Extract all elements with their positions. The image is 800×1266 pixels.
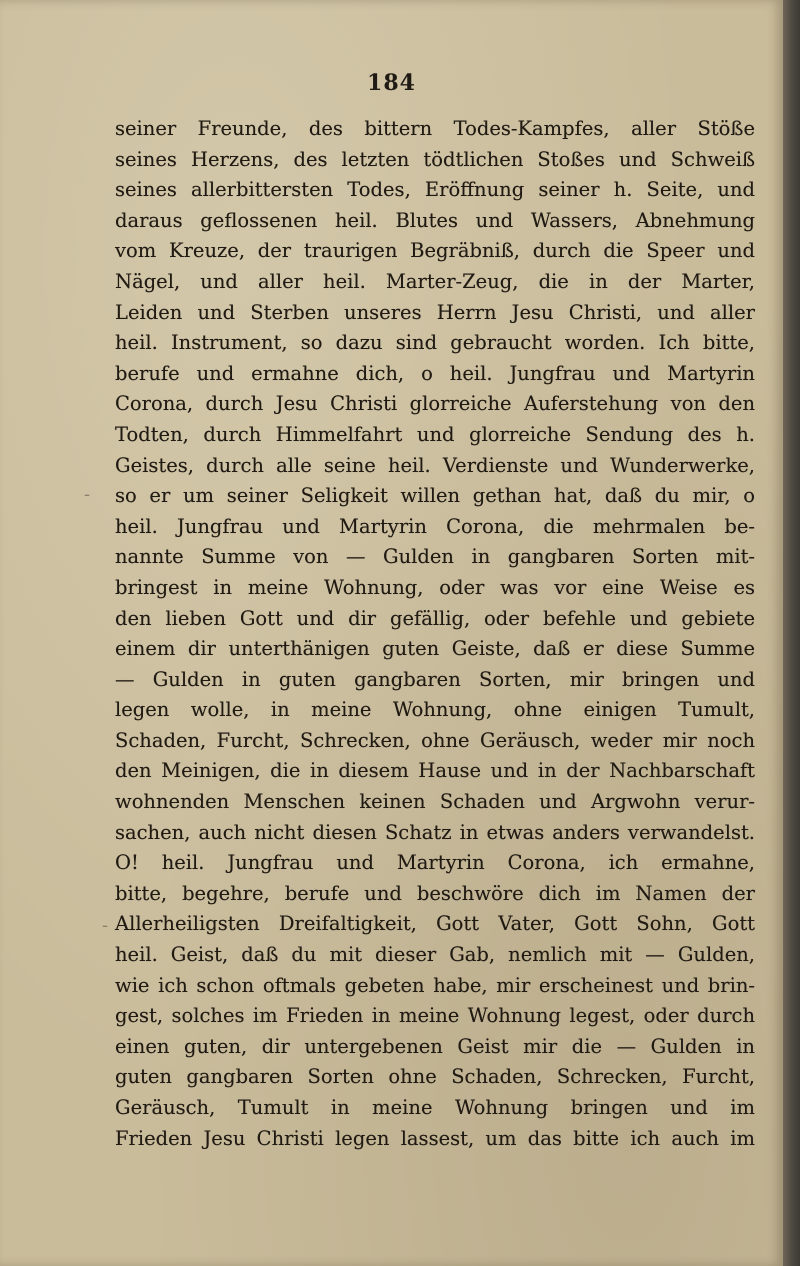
text-line: — Gulden in guten gangbaren Sorten, mir bringen und bbox=[115, 667, 755, 691]
text-line: den Meinigen, die in diesem Hause und in der Nachbarschaft bbox=[115, 759, 755, 783]
margin-dash-mark: - bbox=[102, 915, 109, 936]
text-line: O! heil. Jungfrau und Martyrin Corona, ich ermahne, bbox=[115, 851, 755, 875]
text-line: bringest in meine Wohnung, oder was vor eine Weise es bbox=[115, 575, 755, 599]
text-line: daraus geflossenen heil. Blutes und Wassers, Abnehmung bbox=[115, 208, 755, 232]
text-line: guten gangbaren Sorten ohne Schaden, Schrecken, Furcht, bbox=[115, 1065, 755, 1089]
text-line: Geistes, durch alle seine heil. Verdienste und Wunderwerke, bbox=[115, 453, 755, 477]
page-number: 184 bbox=[367, 70, 416, 96]
text-line: einen guten, dir untergebenen Geist mir die — Gulden in bbox=[115, 1034, 755, 1058]
text-line: gest, solches im Frieden in meine Wohnung legest, oder durch bbox=[115, 1004, 755, 1028]
text-line: seiner Freunde, des bittern Todes-Kampfes, aller Stöße bbox=[115, 117, 755, 140]
text-line: sachen, auch nicht diesen Schatz in etwas anders verwandelst. bbox=[115, 820, 755, 844]
margin-dash-mark: - bbox=[84, 484, 91, 505]
text-line: Nägel, und aller heil. Marter-Zeug, die in der Marter, bbox=[115, 269, 755, 293]
text-line: Allerheiligsten Dreifaltigkeit, Gott Vater, Gott Sohn, Gott bbox=[115, 912, 755, 936]
text-line: heil. Jungfrau und Martyrin Corona, die mehrmalen be- bbox=[115, 514, 755, 538]
text-line: legen wolle, in meine Wohnung, ohne einigen Tumult, bbox=[115, 698, 755, 722]
text-line: Frieden Jesu Christi legen lassest, um das bitte ich auch im bbox=[115, 1126, 755, 1150]
text-line: Geräusch, Tumult in meine Wohnung bringen und im bbox=[115, 1096, 755, 1119]
text-line: einem dir unterthänigen guten Geiste, daß er diese Summe bbox=[115, 637, 755, 661]
text-line: seines allerbittersten Todes, Eröffnung seiner h. Seite, und bbox=[115, 178, 755, 202]
text-line: berufe und ermahne dich, o heil. Jungfrau und Martyrin bbox=[115, 361, 755, 385]
text-line: wohnenden Menschen keinen Schaden und Argwohn verur- bbox=[115, 790, 755, 814]
text-line: Schaden, Furcht, Schrecken, ohne Geräusch, weder mir noch bbox=[115, 728, 755, 752]
text-line: heil. Geist, daß du mit dieser Gab, nemlich mit — Gulden, bbox=[115, 943, 755, 967]
text-line: seines Herzens, des letzten tödtlichen Stoßes und Schweiß bbox=[115, 147, 755, 171]
text-line: wie ich schon oftmals gebeten habe, mir erscheinest und brin- bbox=[115, 973, 755, 997]
text-line: vom Kreuze, der traurigen Begräbniß, durch die Speer und bbox=[115, 239, 755, 263]
text-line: bitte, begehre, berufe und beschwöre dich im Namen der bbox=[115, 881, 755, 905]
text-line: heil. Instrument, so dazu sind gebraucht worden. Ich bitte, bbox=[115, 331, 755, 355]
text-line: den lieben Gott und dir gefällig, oder befehle und gebiete bbox=[115, 606, 755, 630]
text-line: Leiden und Sterben unseres Herrn Jesu Christi, und aller bbox=[115, 300, 755, 324]
text-line: so er um seiner Seligkeit willen gethan hat, daß du mir, o bbox=[115, 484, 755, 508]
text-line: Corona, durch Jesu Christi glorreiche Auferstehung von den bbox=[115, 392, 755, 416]
book-edge-shadow bbox=[783, 0, 800, 1266]
text-line: nannte Summe von — Gulden in gangbaren Sorten mit- bbox=[115, 545, 755, 569]
body-text bbox=[115, 114, 755, 1154]
text-line: Todten, durch Himmelfahrt und glorreiche Sendung des h. bbox=[115, 422, 755, 446]
